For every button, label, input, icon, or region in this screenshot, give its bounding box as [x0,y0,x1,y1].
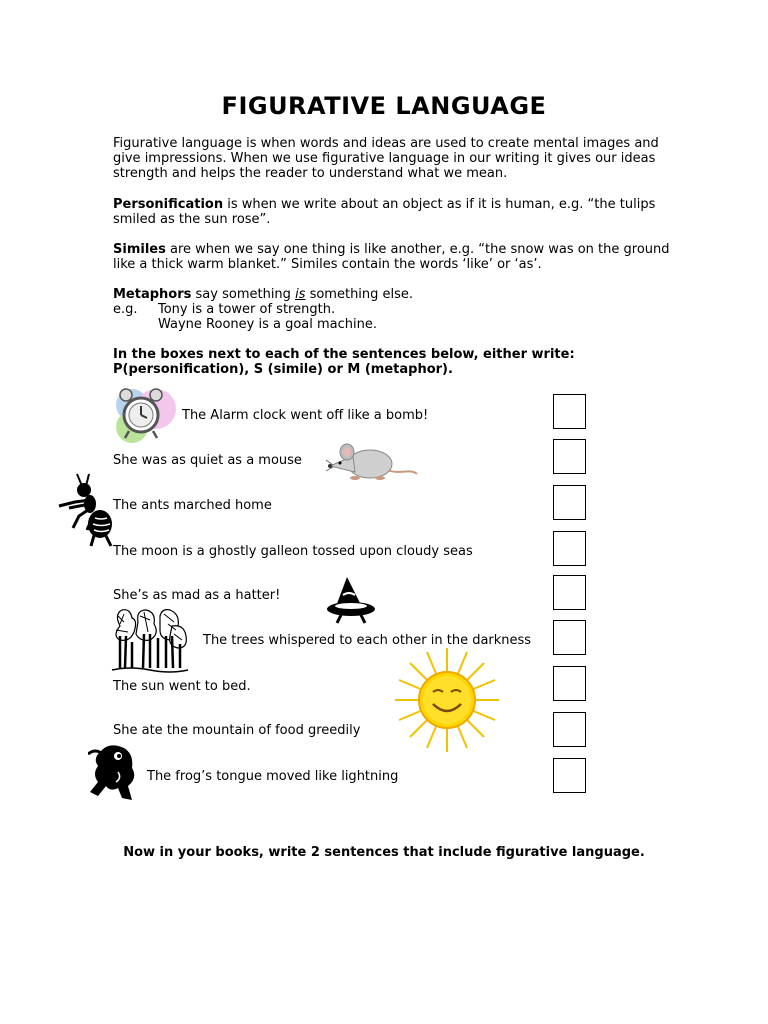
sentence-6: The trees whispered to each other in the darkness [203,633,532,648]
metaphors-text-after: something else. [305,287,414,302]
answer-box-8[interactable] [553,712,586,747]
similes-term: Similes [113,242,166,257]
answer-box-9[interactable] [553,758,586,793]
sentence-4: The moon is a ghostly galleon tossed upon cloudy seas [113,544,473,559]
answer-box-1[interactable] [553,394,586,429]
metaphor-example-2: Wayne Rooney is a goal machine. [158,317,378,332]
sentence-7: The sun went to bed. [113,679,251,694]
answer-box-7[interactable] [553,666,586,701]
page-title: FIGURATIVE LANGUAGE [221,92,547,120]
metaphors-paragraph [113,287,673,302]
footer-instruction: Now in your books, write 2 sentences that include figurative language. [123,845,645,860]
hat-icon [325,573,381,625]
sentence-3: The ants marched home [113,498,272,513]
answer-box-5[interactable] [553,575,586,610]
answer-box-6[interactable] [553,620,586,655]
alarm-clock-icon [110,385,180,445]
sentence-5: She’s as mad as a hatter! [113,588,281,603]
ant-icon [55,472,117,548]
answer-box-4[interactable] [553,531,586,566]
sentence-1: The Alarm clock went off like a bomb! [182,408,429,423]
instructions-line-1: In the boxes next to each of the sentences below, either write: [113,347,575,362]
metaphors-term: Metaphors [113,287,192,302]
metaphors-emphasis: is [295,287,306,302]
personification-term: Personification [113,197,224,212]
answer-box-3[interactable] [553,485,586,520]
instructions-line-2: P(personification), S (simile) or M (metaphor). [113,362,453,377]
metaphor-example-1: Tony is a tower of strength. [158,302,336,317]
sentence-9: The frog’s tongue moved like lightning [147,769,399,784]
personification-text: is when we write about an object as if it is human, e.g. “the tulips smiled as the sun rose”. [113,197,656,227]
intro-paragraph: Figurative language is when words and ideas are used to create mental images and give impressions. When we use figurative language in our writing it gives our ideas strength and helps the reader to understand what we mean. [113,136,659,181]
metaphors-text-before: say something [191,287,296,302]
mouse-icon [325,440,420,485]
frog-icon [88,742,140,806]
personification-paragraph [113,197,673,227]
trees-icon [110,606,190,674]
eg-label: e.g. [113,302,138,317]
sentence-8: She ate the mountain of food greedily [113,723,361,738]
sentence-2: She was as quiet as a mouse [113,453,302,468]
sun-icon [395,648,499,752]
answer-box-2[interactable] [553,439,586,474]
similes-text: are when we say one thing is like another, e.g. “the snow was on the ground like a thick warm blanket.” Similes contain the words ‘like’ or ‘as’. [113,242,670,272]
similes-paragraph [113,242,673,272]
